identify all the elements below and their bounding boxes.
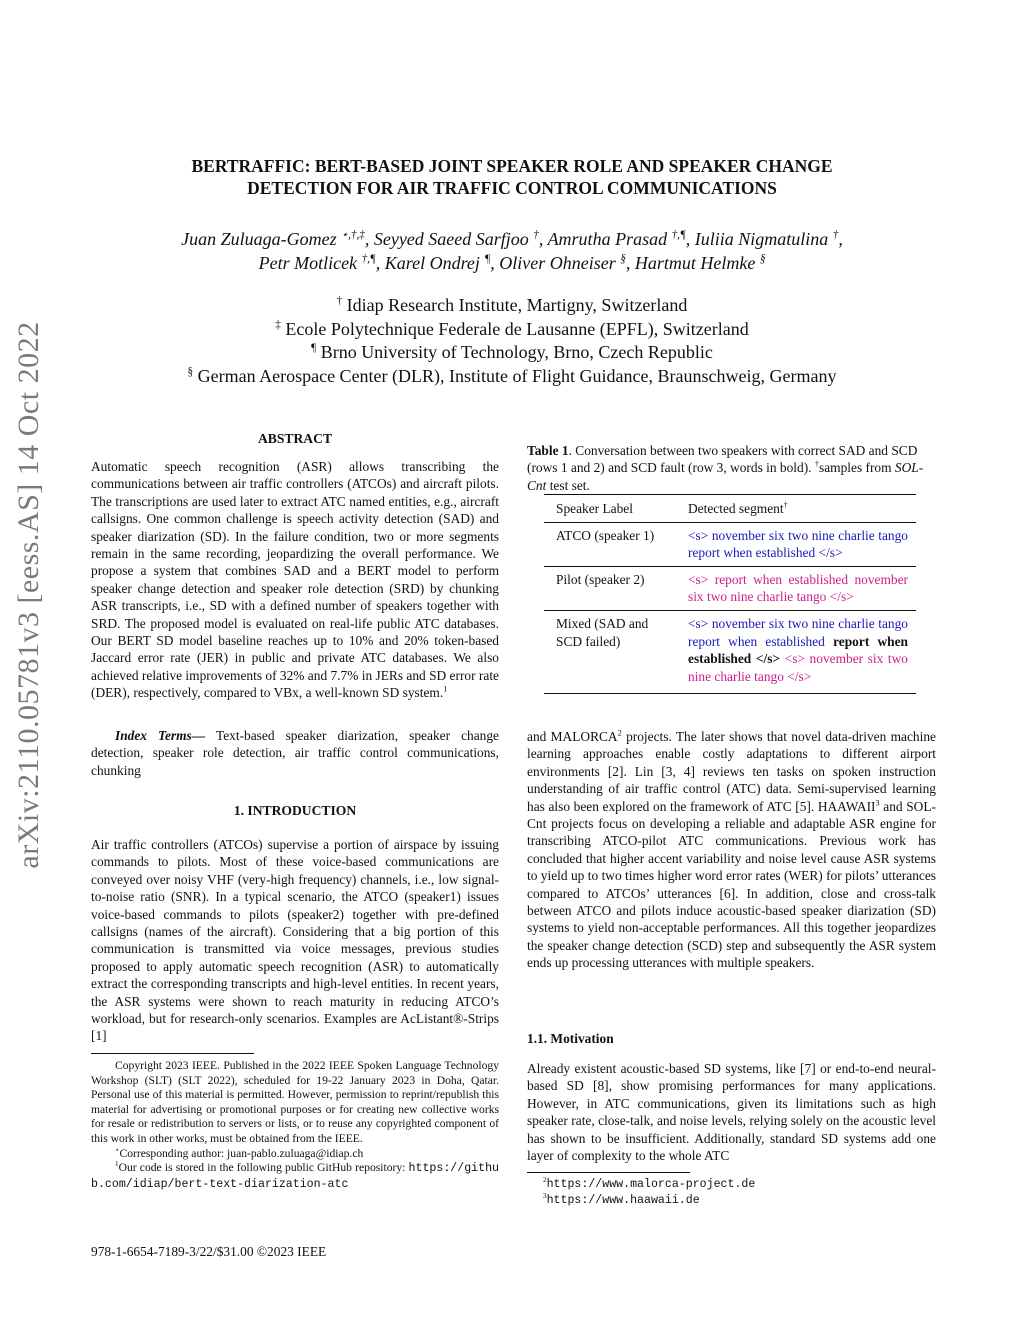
table-row — [544, 610, 916, 693]
table1-caption-mark: † — [814, 459, 820, 469]
author-marks: ¶ — [484, 253, 491, 265]
footnote-mark: 2 — [617, 728, 622, 738]
index-terms — [91, 727, 499, 779]
affil-mark: § — [187, 365, 194, 378]
affiliation — [100, 365, 924, 389]
footnotes-left — [91, 1059, 499, 1192]
detected-segment — [676, 610, 916, 693]
table1-label: Table 1 — [527, 443, 569, 458]
table1-caption-tail: test set. — [546, 477, 590, 493]
github-link[interactable]: https://github.com/idiap/bert-text-diarization-atc — [91, 1162, 499, 1191]
author-sep: , — [685, 229, 695, 249]
title-line-2: DETECTION FOR AIR TRAFFIC CONTROL COMMUNICATIONS — [247, 178, 777, 198]
col2-header: Detected segment — [688, 501, 784, 516]
code-footnote: Our code is stored in the following public GitHub repository: — [118, 1161, 409, 1175]
affil-mark: ¶ — [311, 342, 317, 354]
abstract-heading: ABSTRACT — [257, 431, 333, 446]
author-list — [100, 227, 924, 275]
affil-mark: ‡ — [275, 318, 281, 331]
footnote-rule — [91, 1053, 254, 1054]
footnote-mark: 3 — [875, 798, 880, 808]
author-line-1 — [100, 227, 924, 251]
speaker-label: Mixed (SAD and SCD failed) — [544, 610, 676, 693]
table-header-cell — [676, 495, 916, 523]
author-name: Juan Zuluaga-Gomez — [181, 229, 342, 249]
author-sep: , — [538, 229, 548, 249]
author-marks: ⋆,†,‡ — [341, 229, 365, 241]
title-line-1: BERTRAFFIC: BERT-BASED JOINT SPEAKER ROLE AND SPEAKER CHANGE — [191, 156, 833, 176]
intro-heading: 1. INTRODUCTION — [233, 803, 357, 818]
haawaii-link[interactable]: https://www.haawaii.de — [546, 1193, 700, 1207]
affiliation — [100, 318, 924, 342]
author-marks: †,¶ — [671, 229, 686, 241]
author-marks: § — [620, 253, 626, 265]
speaker-label: Pilot (speaker 2) — [544, 566, 676, 610]
detected-segment: <s> november six two nine charlie tango report when established </s> — [676, 522, 916, 566]
affiliation — [100, 341, 924, 365]
table1-caption — [527, 442, 936, 494]
abstract-text: Automatic speech recognition (ASR) allows transcribing the communications between air traffic controllers (ATCOs) and aircraft pilots. The transcriptions are used later to extract ATC named entities, e.g., aircraft callsigns. One common challenge is speech activity detection (SAD) and speaker diarization (SD). In the failure condition, two or more segments remain in the same recording, jeopardizing the overall performance. We propose a system that combines SAD and a BERT model to perform speaker change detection and speaker role detection (SRD) by chunking ASR transcripts, i.e., SD with a defined number of speakers together with SRD. The proposed model is evaluated on real-life public ATC databases. Our BERT SD model baseline reaches up to 10% and 20% token-based Jaccard error rate (JER) in public and private ATC databases. We also achieved relative improvements of 32% and 7.7% in JERs and SD error rate (DER), respectively, compared to VBx, a well-known SD system. — [91, 459, 499, 701]
paper-title — [100, 155, 924, 199]
malorca-link[interactable]: https://www.malorca-project.de — [546, 1178, 756, 1191]
footnote — [527, 1193, 936, 1209]
motivation-text: Already existent acoustic-based SD systems, like [7] or end-to-end neural-based SD [8], show promising performances for many applications. However, in ATC communications, given its limitations such as high speaker rate, close-talk, and noise levels, relying solely on the acoustic level has shown to be insufficient. Additionally, standard SD systems add one layer of complexity to the whole ATC — [527, 1061, 936, 1164]
footnote-rule — [527, 1172, 690, 1173]
footnote — [527, 1177, 936, 1193]
corr-mark: ⋆ — [115, 1145, 120, 1154]
body-text: and SOL-Cnt projects focus on developing a reliable and adaptable ASR engine for transcribing ATCO-pilot ATC communications. Previous work has concluded that higher accent variability and noise level cause ASR systems to yield up to two times higher word error rates (WER) for pilots’ utterances compared to ATCOs’ utterances [6]. In addition, close and cross-talk between ATCO and pilots induce acoustic-based speaker diarization (SD) systems to yield non-acceptable performances. All this together jeopardizes the speaker change detection (SCD) step and subsequently the ASR system ends up processing utterances with multiple speakers. — [527, 798, 936, 971]
intro-body — [91, 836, 499, 1045]
affil-text: Brno University of Technology, Brno, Czech Republic — [316, 342, 713, 362]
affiliations — [100, 294, 924, 388]
intro-text: Air traffic controllers (ATCOs) supervise a portion of airspace by issuing commands to pilots. Most of these voice-based communications are conveyed over noisy VHF (very-high frequency) channels, i.e., low signal-to-noise ratio (SNR). In a typical scenario, the ATCO (speaker1) issues voice-based commands to pilots (speaker2) together with pre-defined callsigns (names of the aircraft). Considering that a big portion of this communication is transmitted via voice messages, previous studies proposed to apply automatic speech recognition (ASR) to automatically extract the corresponding transcripts and high-level entities. In recent years, the ASR systems were shown to reach maturity in reducing ATCO’s workload, but for research-only scenarios. Examples are AcListant®-Strips [1] — [91, 837, 499, 1044]
author-line-2 — [100, 251, 924, 275]
author-name: Oliver Ohneiser — [499, 253, 621, 273]
corresponding-author: Corresponding author: juan-pablo.zuluaga@idiap.ch — [119, 1146, 364, 1160]
author-name: Karel Ondrej — [384, 253, 485, 273]
segment-part-atco: <s> november six two nine charlie tango report when established — [688, 615, 908, 649]
index-terms-text: Text-based speaker diarization, speaker change detection, speaker role detection, air traffic control communications, chunking — [91, 728, 499, 778]
author-marks: †,¶ — [361, 253, 376, 265]
arxiv-id: arXiv:2110.05781v3 [eess.AS] 14 Oct 2022 — [12, 321, 45, 869]
table1-caption-tail: samples from — [819, 460, 895, 476]
author-name: Seyyed Saeed Sarfjoo — [373, 229, 534, 249]
author-name: Iuliia Nigmatulina — [694, 229, 833, 249]
affil-text: Ecole Polytechnique Federale de Lausanne (EPFL), Switzerland — [280, 318, 749, 339]
footnote-mark: 3 — [543, 1191, 547, 1200]
code-mark: 1 — [115, 1160, 119, 1169]
copyright-notice: Copyright 2023 IEEE. Published in the 2022 IEEE Spoken Language Technology Workshop (SLT) (SLT 2022), scheduled for 19-22 January 2023 in Doha, Qatar. Personal use of this material is permitted. However, permission to reprint/republish this material for advertising or promotional purposes or for creating new collective works for resale or redistribution to servers or lists, or to reuse any copyrighted component of this work in other works, must be obtained from the IEEE. — [91, 1059, 499, 1145]
footnote-mark: 2 — [543, 1176, 547, 1185]
author-sep: , — [490, 253, 500, 273]
table-header-cell: Speaker Label — [556, 501, 633, 516]
right-body — [527, 728, 936, 972]
segment-part-fault: report when established </s> — [688, 633, 908, 667]
author-name: Petr Motlicek — [258, 253, 362, 273]
col2-mark: † — [783, 500, 788, 510]
arxiv-sidebar — [4, 200, 54, 990]
speaker-label: ATCO (speaker 1) — [544, 522, 676, 566]
table-row — [544, 566, 916, 610]
author-sep: , — [375, 253, 385, 273]
author-sep: , — [625, 253, 635, 273]
author-sep: , — [838, 229, 843, 249]
motivation-heading: 1.1. Motivation — [527, 1031, 614, 1046]
table-header-row — [544, 495, 916, 523]
segment-part-pilot: <s> november six two nine charlie tango </s> — [688, 651, 908, 684]
isbn-line: 978-1-6654-7189-3/22/$31.00 ©2023 IEEE — [91, 1244, 327, 1259]
abstract-body — [91, 458, 499, 702]
motivation-body — [527, 1060, 936, 1164]
affil-mark: † — [336, 295, 343, 307]
affil-text: German Aerospace Center (DLR), Institute of Flight Guidance, Braunschweig, Germany — [193, 365, 837, 386]
table1-caption-text: . Conversation between two speakers with correct SAD and SCD (rows 1 and 2) and SCD fault (row 3, words in bold). — [527, 443, 918, 476]
table-row — [544, 522, 916, 566]
table1 — [544, 494, 916, 694]
affiliation — [100, 294, 924, 318]
table1-caption-italic: SOL-Cnt — [527, 460, 924, 493]
author-name: Hartmut Helmke — [634, 253, 760, 273]
author-marks: † — [832, 229, 839, 241]
author-name: Amrutha Prasad — [547, 229, 672, 249]
footnotes-right — [527, 1177, 936, 1208]
body-text: projects. The later shows that novel data-driven machine learning approaches enable costly adaptations to different airport environments [2]. Lin [3, 4] reviews ten tasks on spoken instruction understanding of air traffic control (ATC) data. Semi-supervised learning has also been explored on the framework of ATC [5]. HAAWAII — [527, 729, 936, 814]
body-text: and MALORCA — [527, 729, 618, 744]
affil-text: Idiap Research Institute, Martigny, Switzerland — [342, 295, 688, 315]
author-marks: § — [759, 253, 766, 265]
author-sep: , — [364, 229, 374, 249]
author-marks: † — [533, 229, 539, 241]
detected-segment: <s> report when established november six two nine charlie tango </s> — [676, 566, 916, 610]
index-terms-label: Index Terms— — [115, 728, 206, 743]
abstract-footnote-mark: 1 — [443, 684, 448, 694]
